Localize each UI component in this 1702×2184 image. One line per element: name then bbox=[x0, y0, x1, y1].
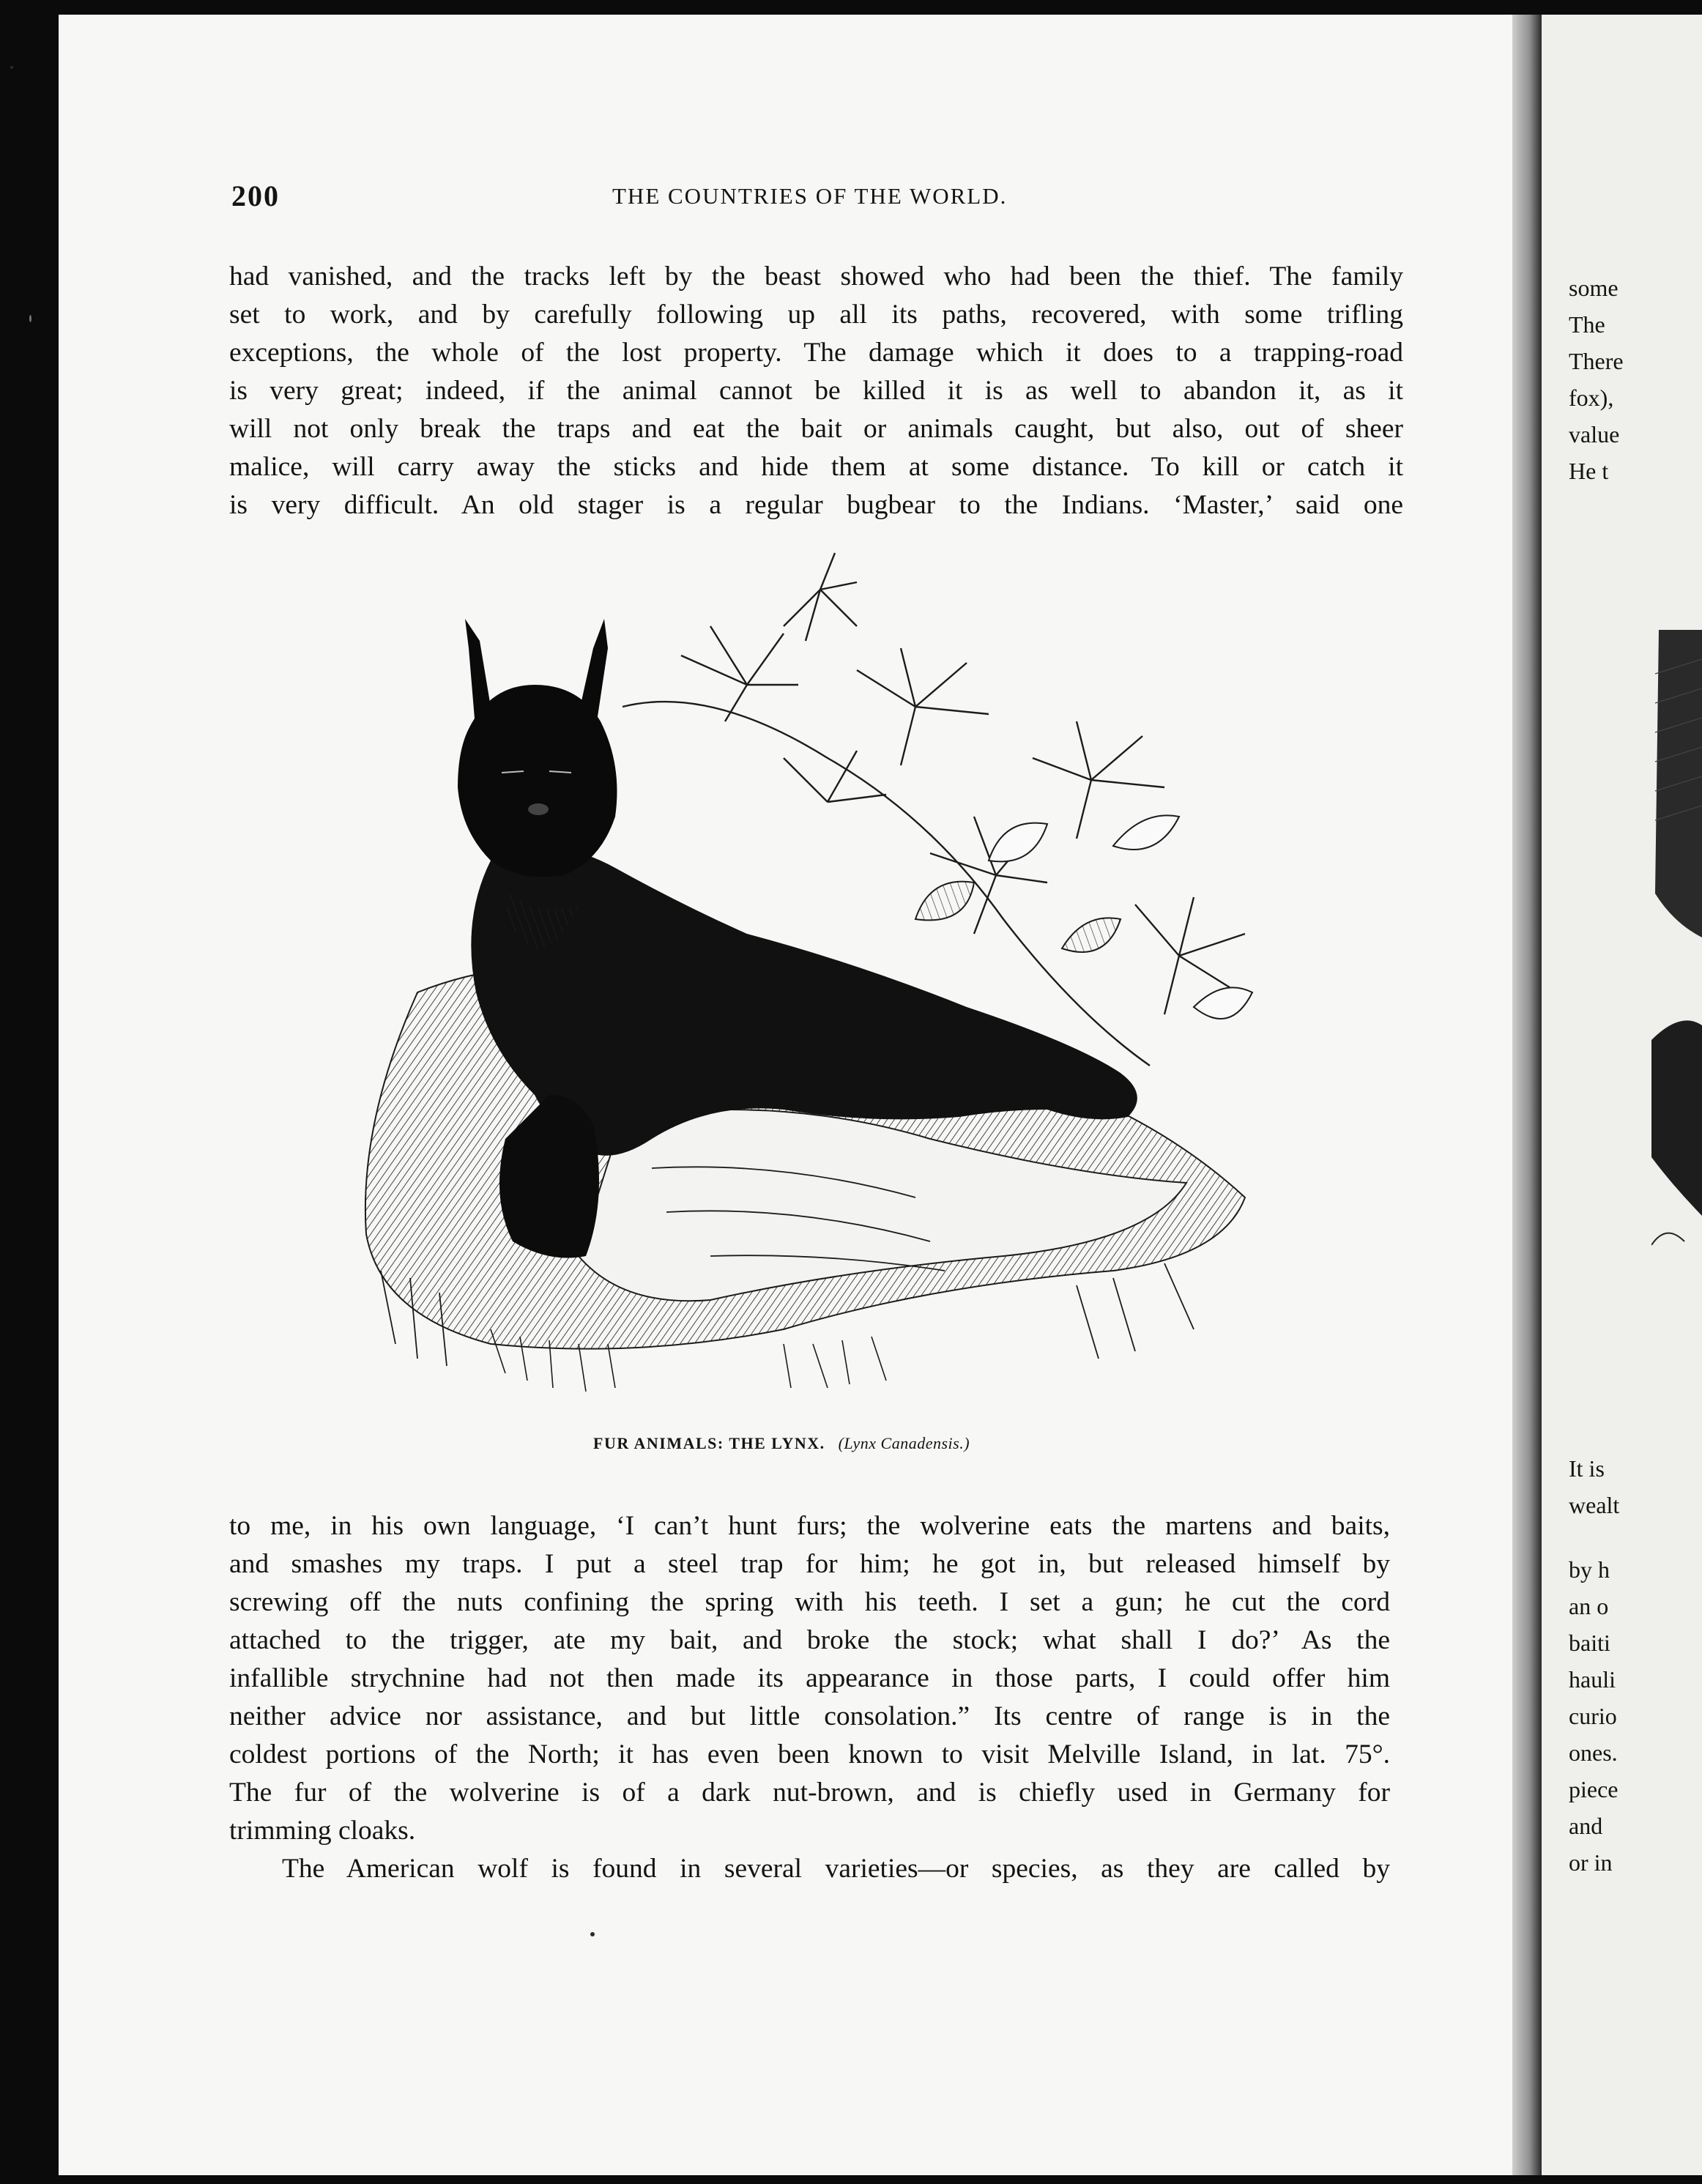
facing-page-text-bottom bbox=[1569, 1450, 1619, 1881]
text-line: screwing off the nuts confining the spring with his teeth. I set a gun; he cut the cord bbox=[229, 1587, 1390, 1617]
text-line: The fur of the wolverine is of a dark nut-brown, and is chiefly used in Germany for bbox=[229, 1778, 1390, 1808]
text-line: exceptions, the whole of the lost property. The damage which it does to a trapping-road bbox=[229, 338, 1403, 368]
text-line: infallible strychnine had not then made its appearance in those parts, I could offer him bbox=[229, 1663, 1390, 1693]
text-line: is very great; indeed, if the animal cannot be killed it is as well to abandon it, as it bbox=[229, 376, 1403, 406]
page-number: 200 bbox=[231, 179, 280, 212]
facing-line: There bbox=[1569, 348, 1624, 374]
facing-line: some bbox=[1569, 275, 1619, 301]
facing-line: an o bbox=[1569, 1593, 1609, 1619]
page-gutter-shadow bbox=[1512, 15, 1542, 2175]
facing-line: value bbox=[1569, 421, 1620, 447]
text-line-indented: The American wolf is found in several varieties—or species, as they are called by bbox=[282, 1854, 1390, 1884]
facing-line: hauli bbox=[1569, 1666, 1616, 1693]
facing-line: by h bbox=[1569, 1556, 1610, 1583]
facing-line: He t bbox=[1569, 458, 1609, 484]
running-head bbox=[231, 179, 1403, 223]
facing-line: ones. bbox=[1569, 1739, 1618, 1766]
facing-line: and bbox=[1569, 1813, 1603, 1839]
text-line: trimming cloaks. bbox=[229, 1816, 416, 1846]
text-line: to me, in his own language, ‘I can’t hunt furs; the wolverine eats the martens and baits, bbox=[229, 1511, 1390, 1541]
facing-line: fox), bbox=[1569, 385, 1614, 411]
facing-line: It is bbox=[1569, 1455, 1605, 1482]
facing-line: or in bbox=[1569, 1849, 1613, 1876]
text-line: coldest portions of the North; it has even been known to visit Melville Island, in lat. 75°. bbox=[229, 1739, 1390, 1769]
speck bbox=[590, 1932, 595, 1936]
caption-title: FUR ANIMALS: THE LYNX. bbox=[593, 1434, 825, 1452]
facing-line: curio bbox=[1569, 1703, 1617, 1729]
lynx-engraving bbox=[271, 538, 1296, 1399]
facing-page-text-top bbox=[1569, 270, 1624, 489]
facing-page-engraving bbox=[1651, 630, 1702, 1289]
text-line: will not only break the traps and eat the bait or animals caught, but also, out of sheer bbox=[229, 414, 1403, 444]
text-line: attached to the trigger, ate my bait, and broke the stock; what shall I do?’ As the bbox=[229, 1625, 1390, 1655]
running-title: THE COUNTRIES OF THE WORLD. bbox=[612, 183, 1008, 209]
text-line: malice, will carry away the sticks and hide them at some distance. To kill or catch it bbox=[229, 452, 1403, 482]
text-line: had vanished, and the tracks left by the beast showed who had been the thief. The family bbox=[229, 261, 1403, 291]
speck bbox=[29, 315, 31, 322]
text-line: neither advice nor assistance, and but little consolation.” Its centre of range is in the bbox=[229, 1701, 1390, 1731]
paragraph-top bbox=[229, 258, 1403, 524]
facing-line: baiti bbox=[1569, 1630, 1610, 1656]
paragraph-bottom bbox=[229, 1507, 1390, 1888]
facing-line: The bbox=[1569, 311, 1605, 338]
facing-line: piece bbox=[1569, 1776, 1619, 1802]
text-line: set to work, and by carefully following up all its paths, recovered, with some trifling bbox=[229, 300, 1403, 330]
facing-line: wealt bbox=[1569, 1492, 1620, 1518]
text-line: is very difficult. An old stager is a regular bugbear to the Indians. ‘Master,’ said one bbox=[229, 490, 1403, 520]
speck bbox=[10, 66, 13, 69]
caption-latin-name: (Lynx Canadensis.) bbox=[838, 1434, 970, 1452]
text-line: and smashes my traps. I put a steel trap for him; he got in, but released himself by bbox=[229, 1549, 1390, 1579]
figure-caption bbox=[593, 1434, 1179, 1453]
